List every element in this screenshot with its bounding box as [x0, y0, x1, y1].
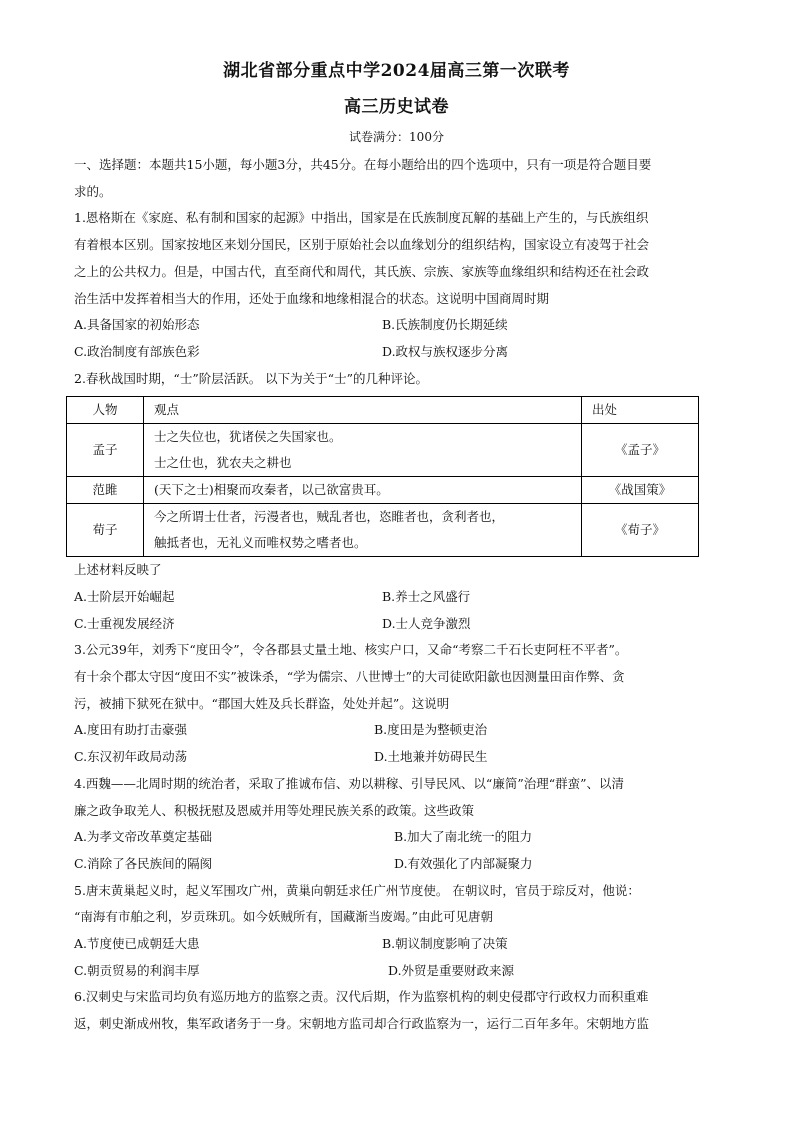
question-text-line: 治生活中发挥着相当大的作用，还处于血缘和地缘相混合的状态。这说明中国商周时期: [74, 290, 550, 306]
exam-content: [74, 152, 726, 1038]
question-text-line: 2.春秋战国时期，“士”阶层活跃。 以下为关于“士”的几种评论。: [74, 370, 428, 386]
question-2: [74, 366, 726, 638]
view-line: 士之仕也，犹农夫之耕也: [154, 455, 292, 471]
option-c: C.东汉初年政局动荡: [74, 749, 188, 765]
exam-subtitle: 高三历史试卷: [344, 97, 449, 117]
table-row: [67, 504, 699, 557]
options-row: [74, 611, 726, 638]
options-row: [74, 958, 726, 985]
question-1: [74, 205, 726, 365]
question-text-line: “南海有市舶之利，岁贡珠玑。如今妖贼所有，国藏渐当废竭。”由此可见唐朝: [74, 909, 494, 925]
view-line: (天下之士)相聚而攻秦者，以己欲富贵耳。: [154, 482, 389, 498]
question-5: [74, 878, 726, 985]
question-text-line: 返，刺史渐成州牧，集军政诸务于一身。宋朝地方监司却合行政监察为一，运行二百年多年。宋朝地方监: [74, 1016, 650, 1032]
option-b: B.度田是为整顿吏治: [374, 722, 488, 738]
option-d: D.士人竞争激烈: [382, 615, 471, 631]
question-text-line: 5.唐末黄巢起义时，起义军围攻广州，黄巢向朝廷求任广州节度使。 在朝议时，官员于琮反对，他说：: [74, 882, 640, 898]
question-3: [74, 637, 726, 770]
table-header-cell: 人物: [67, 397, 144, 424]
table-cell-source: 《战国策》: [582, 477, 699, 504]
option-a: A.节度使已成朝廷大患: [74, 936, 200, 952]
option-b: B.朝议制度影响了决策: [382, 936, 508, 952]
option-d: D.政权与族权逐步分离: [382, 343, 509, 359]
exam-score: 试卷满分：100分: [349, 130, 444, 144]
option-d: D.有效强化了内部凝聚力: [394, 855, 533, 871]
table-header-cell: 观点: [144, 397, 582, 424]
option-d: D.土地兼并妨碍民生: [374, 749, 488, 765]
table-header-cell: 出处: [582, 397, 699, 424]
table-header-row: [67, 397, 699, 424]
question-text-line: 6.汉刺史与宋监司均负有巡历地方的监察之责。汉代后期，作为监察机构的刺史侵郡守行政权力而积重难: [74, 989, 649, 1005]
table-cell-view: [144, 504, 582, 557]
question-text-line: 3.公元39年，刘秀下“度田令”，令各郡县丈量土地、核实户口，又命“考察二千石长吏阿枉不平者”。: [74, 642, 628, 658]
option-b: B.氏族制度仍长期延续: [382, 317, 508, 333]
options-row: [74, 312, 726, 339]
options-row: [74, 851, 726, 878]
table-row: [67, 424, 699, 477]
question-text-line: 有十余个郡太守因“度田不实”被诛杀，“学为儒宗、八世博士”的大司徒欧阳歙也因测量田亩作弊、贪: [74, 669, 625, 685]
option-b: B.加大了南北统一的阻力: [394, 829, 533, 845]
table-row: [67, 477, 699, 504]
option-a: A.为孝文帝改革奠定基础: [74, 829, 213, 845]
option-c: C.士重视发展经济: [74, 615, 175, 631]
option-c: C.政治制度有部族色彩: [74, 343, 200, 359]
exam-title: 湖北省部分重点中学2024届高三第一次联考: [223, 61, 570, 81]
question-text-line: 上述材料反映了: [74, 562, 162, 578]
option-a: A.度田有助打击豪强: [74, 722, 188, 738]
table-cell-person: 荀子: [67, 504, 144, 557]
shi-commentary-table: [66, 396, 699, 557]
option-b: B.养士之风盛行: [382, 589, 471, 604]
question-text-line: 廉之政争取羌人、积极抚慰及恩威并用等处理民族关系的政策。这些政策: [74, 802, 475, 818]
view-line: 士之失位也，犹诸侯之失国家也。: [154, 429, 342, 445]
view-line: 今之所谓士仕者，污漫者也，贼乱者也，恣睢者也，贪利者也，: [154, 509, 505, 525]
options-row: [74, 824, 726, 851]
table-cell-view: [144, 477, 582, 504]
table-cell-source: 《荀子》: [582, 504, 699, 557]
question-text-line: 有着根本区别。国家按地区来划分国民，区别于原始社会以血缘划分的组织结构，国家设立有凌驾于社会: [74, 237, 650, 253]
view-line: 触抵者也，无礼义而唯权势之嗜者也。: [154, 535, 367, 551]
table-cell-source: 《孟子》: [582, 424, 699, 477]
table-cell-person: 范雎: [67, 477, 144, 504]
section-intro-line: 一、选择题：本题共15小题，每小题3分，共45分。在每小题给出的四个选项中，只有一项是符合题目要: [74, 157, 652, 172]
question-text-line: 1.恩格斯在《家庭、私有制和国家的起源》中指出，国家是在氏族制度瓦解的基础上产生的，与氏族组织: [74, 210, 649, 226]
question-text-line: 污，被捕下狱死在狱中。“郡国大姓及兵长群盗，处处并起”。这说明: [74, 695, 450, 711]
option-a: A.士阶层开始崛起: [74, 589, 175, 604]
table-cell-person: 孟子: [67, 424, 144, 477]
options-row: [74, 744, 726, 771]
options-row: [74, 584, 726, 611]
option-c: C.消除了各民族间的隔阂: [74, 855, 213, 871]
question-text-line: 4.西魏——北周时期的统治者，采取了推诚布信、劝以耕稼、引导民风、以“廉简”治理“群蛮”、以清: [74, 775, 624, 791]
options-row: [74, 717, 726, 744]
question-6: [74, 984, 726, 1037]
options-row: [74, 339, 726, 366]
option-c: C.朝贡贸易的利润丰厚: [74, 962, 200, 978]
question-text-line: 之上的公共权力。但是，中国古代，直至商代和周代，其氏族、宗族、家族等血缘组织和结构还在社会政: [74, 263, 650, 279]
option-a: A.具备国家的初始形态: [74, 317, 200, 333]
table-cell-view: [144, 424, 582, 477]
question-4: [74, 771, 726, 878]
options-row: [74, 931, 726, 958]
section-intro-line: 求的。: [74, 183, 112, 199]
option-d: D.外贸是重要财政来源: [388, 962, 515, 978]
